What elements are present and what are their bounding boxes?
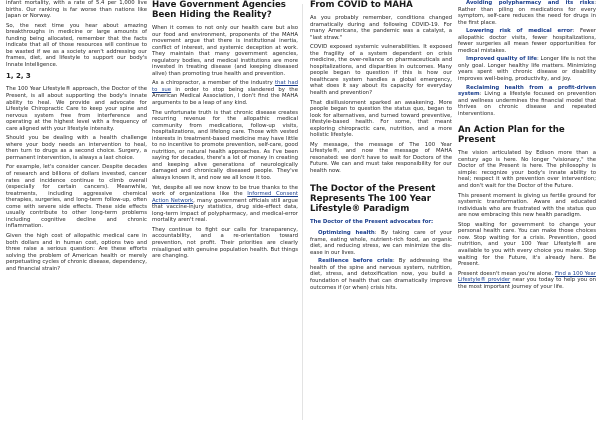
paragraph: For example, let's consider cancer. Despite decades of research and billions of dollars invested, cancer rates and incidence continue to climb overall (especially for certain cancers). Meanwhile, treatments, including aggressive chemical therapies, surgeries, and long-term follow-up, often come with severe side effects. These side effects usually contribute to other long-term problems including cognitive decline and chronic inflammation.	[6, 164, 147, 230]
paragraph-text: in order to stop being slandered by the American Medical Association, I don't find the MAHA arguments to be a leap of any kind.	[152, 86, 298, 107]
paragraph: So, the next time you hear about amazing breakthroughs in medicine or large amounts of funding being allocated, remember that the facts indicate that all of those resources will continue to be wasted if we as a society aren't addressing our frames, diet, and lifestyle to support our body's Innate Intelligence.	[6, 22, 147, 68]
paragraph-text: near you today to help you on the most important journey of your life.	[458, 277, 596, 290]
list-item	[458, 0, 596, 26]
sue-link[interactable]: that had to sue	[152, 80, 298, 93]
paragraph: They continue to fight our calls for transparency, accountability, and a re-orientation toward prevention, not profit. Their priorities are clearly misaligned with genuine population health. But things are changing.	[152, 226, 298, 260]
paragraph: The vision articulated by Edison more than a century ago is here. No longer "visionary," the Doctor of the Present is here. The philosophy is simple: recognize your body's innate ability to heal; respect it with prevention over intervention; and don't wait for the Doctor of the Future.	[458, 150, 596, 190]
item-text: : Fewer allopathic doctor visits, fewer hospitalizations, fewer surgeries all mean fewer opportunities for medical mistakes.	[458, 28, 596, 54]
paragraph	[458, 271, 596, 291]
paragraph: As you probably remember, conditions changed dramatically during and following COVID-19. For many Americans, the pandemic was a catalyst, a "last straw."	[310, 15, 452, 41]
item-text: : By addressing the health of the spine and nervous system, nutrition, diet, stress, and detoxification now, you build a foundation of health that can dramatically improve outcomes if (or when) crisis hits.	[310, 258, 452, 291]
item-label: Reclaiming health from a profit-driven system	[458, 84, 596, 98]
section-heading: An Action Plan for the Present	[458, 125, 565, 146]
paragraph: Stop waiting for government to change your personal health care. You can make those choices now. Stop waiting for a crisis. Prevention, good nutrition, and your 100 Year Lifestyle® are available to you with every choice you make. Stop waiting for the Future, it's already here. Be Present.	[458, 221, 596, 268]
list-item	[458, 85, 596, 118]
section-heading: The Doctor of the Present Represents The 100 Year Lifestyle® Paradigm	[310, 183, 436, 214]
column-divider	[302, 4, 303, 420]
paragraph: Should you be dealing with a health challenge where your body needs an intervention to heal, then turn to drugs as a second choice. Surgery, a permanent intervention, is always a last choice.	[6, 135, 147, 161]
paragraph-text: As a chiropractor, a member of the industry	[152, 80, 275, 87]
item-text: : By taking care of your frame, eating whole, nutrient-rich food, an organic diet, and reducing stress, we can minimize the dis-ease in our lives.	[310, 230, 452, 256]
list-item	[310, 258, 452, 291]
column-4	[458, 0, 596, 424]
item-text: : Longer life is not the only goal. Longer healthy life matters. Minimizing years spent with chronic disease or disability improves well-being, productivity, and joy.	[458, 56, 596, 83]
list-item	[458, 56, 596, 82]
paragraph-text: , many government officials still argue that vaccine-injury statistics, drug side-effect data, long-term impact of polypharmacy, and medical-error mortality aren't real.	[152, 197, 298, 224]
paragraph	[152, 80, 298, 106]
paragraph: This present moment is giving us fertile ground for systemic transformation. Aware and educated individuals who are frustrated with the status quo are now embracing this new health paradigm.	[458, 192, 596, 219]
paragraph: COVID exposed systemic vulnerabilities. It exposed the fragility of a system dependent on crisis medicine, the over-reliance on pharmaceuticals and hospitalizations, and disparities in outcomes. Many people began to question if this is how our healthcare system handles a global emergency, what does it say about its capacity for everyday health and prevention?	[310, 44, 452, 97]
paragraph: The unfortunate truth is that chronic disease creates recurring revenue for the allopathic medical community from medications, follow-up visits, hospitalizations, and lifelong care. Those with vested interests in treatment-based medicine may have little to no incentive to promote prevention, self-care, good nutrition, or natural health approaches. As I've been saying for decades, there's a lot of money in creating and keeping alive generations of neurologically damaged and chronically diseased people. They've always known it, and now we all know it too.	[152, 109, 298, 182]
list-intro: The Doctor of the Present advocates for:	[310, 218, 434, 225]
paragraph: The 100 Year Lifestyle® approach, the Doctor of the Present, is all about supporting the body's innate ability to heal. We provide and advocate for Lifestyle Chiropractic Care to keep your spine and nervous system free from interference and operating at the highest level with a frequency of care aligned with your lifestyle intensity.	[6, 86, 147, 132]
section-heading: From COVID to MAHA	[310, 0, 413, 10]
find-provider-link[interactable]: Find a 100 Year Lifestyle® provider	[458, 270, 596, 284]
item-label: Resilience before crisis	[318, 258, 393, 265]
item-text: : Living a lifestyle focused on prevention and wellness undermines the financial model that thrives on chronic disease and repeated interventions.	[458, 91, 596, 117]
paragraph: My message, the message of The 100 Year Lifestyle®, and now the message of MAHA resonated: we don't have to wait for Doctors of the Future. We can and must take responsibility for our health now.	[310, 141, 452, 175]
paragraph-text: Yet, despite all we now know to be true thanks to the work of organizations like the	[152, 184, 298, 198]
column-3	[310, 0, 452, 424]
paragraph-text: Present doesn't mean you're alone.	[458, 270, 555, 277]
paragraph: Given the high cost of allopathic medical care in both dollars and in human cost, options two and three raise a serious question: Are these efforts solving the problem of American health or merely perpetuating cycles of chronic disease, dependency, and financial strain?	[6, 232, 147, 272]
list-item	[310, 230, 452, 256]
item-label: Lowering risk of medical error	[466, 28, 573, 35]
paragraph	[152, 185, 298, 224]
icaN-link[interactable]: Informed Consent Action Network	[152, 191, 298, 204]
paragraph: infant mortality, with a rate of 5.4 per 1,000 live births. Our ranking is far worse than nations like Japan or Norway.	[6, 0, 147, 20]
item-label: Improved quality of life	[466, 56, 537, 63]
section-heading: 1, 2, 3	[6, 72, 31, 81]
paragraph: When it comes to not only our health care but also our food and environment, proponents of the MAHA movement argue that there is institutional inertia, conflict of interest, and systemic deception at work. They maintain that many government agencies, regulatory bodies, and medical institutions are more invested in treating disease (and keeping diseased alive) than promoting true health and prevention.	[152, 25, 298, 77]
section-heading: Have Government Agencies Been Hiding the Reality?	[152, 0, 286, 20]
list-item	[458, 28, 596, 54]
column-1	[6, 0, 147, 424]
item-text: : Rather than piling on medications for every symptom, self-care reduces the need for drugs in the first place.	[458, 0, 596, 26]
item-label: Optimizing health	[318, 230, 375, 237]
column-2	[152, 0, 298, 424]
item-label: Avoiding polypharmacy and its risks	[466, 0, 595, 6]
paragraph: That disillusionment sparked an awakening. More people began to question the status quo, began to look for alternatives, and turned toward preventive, lifestyle-based health. For some, that meant exploring chiropractic care, nutrition, and a more holistic lifestyle.	[310, 99, 452, 139]
